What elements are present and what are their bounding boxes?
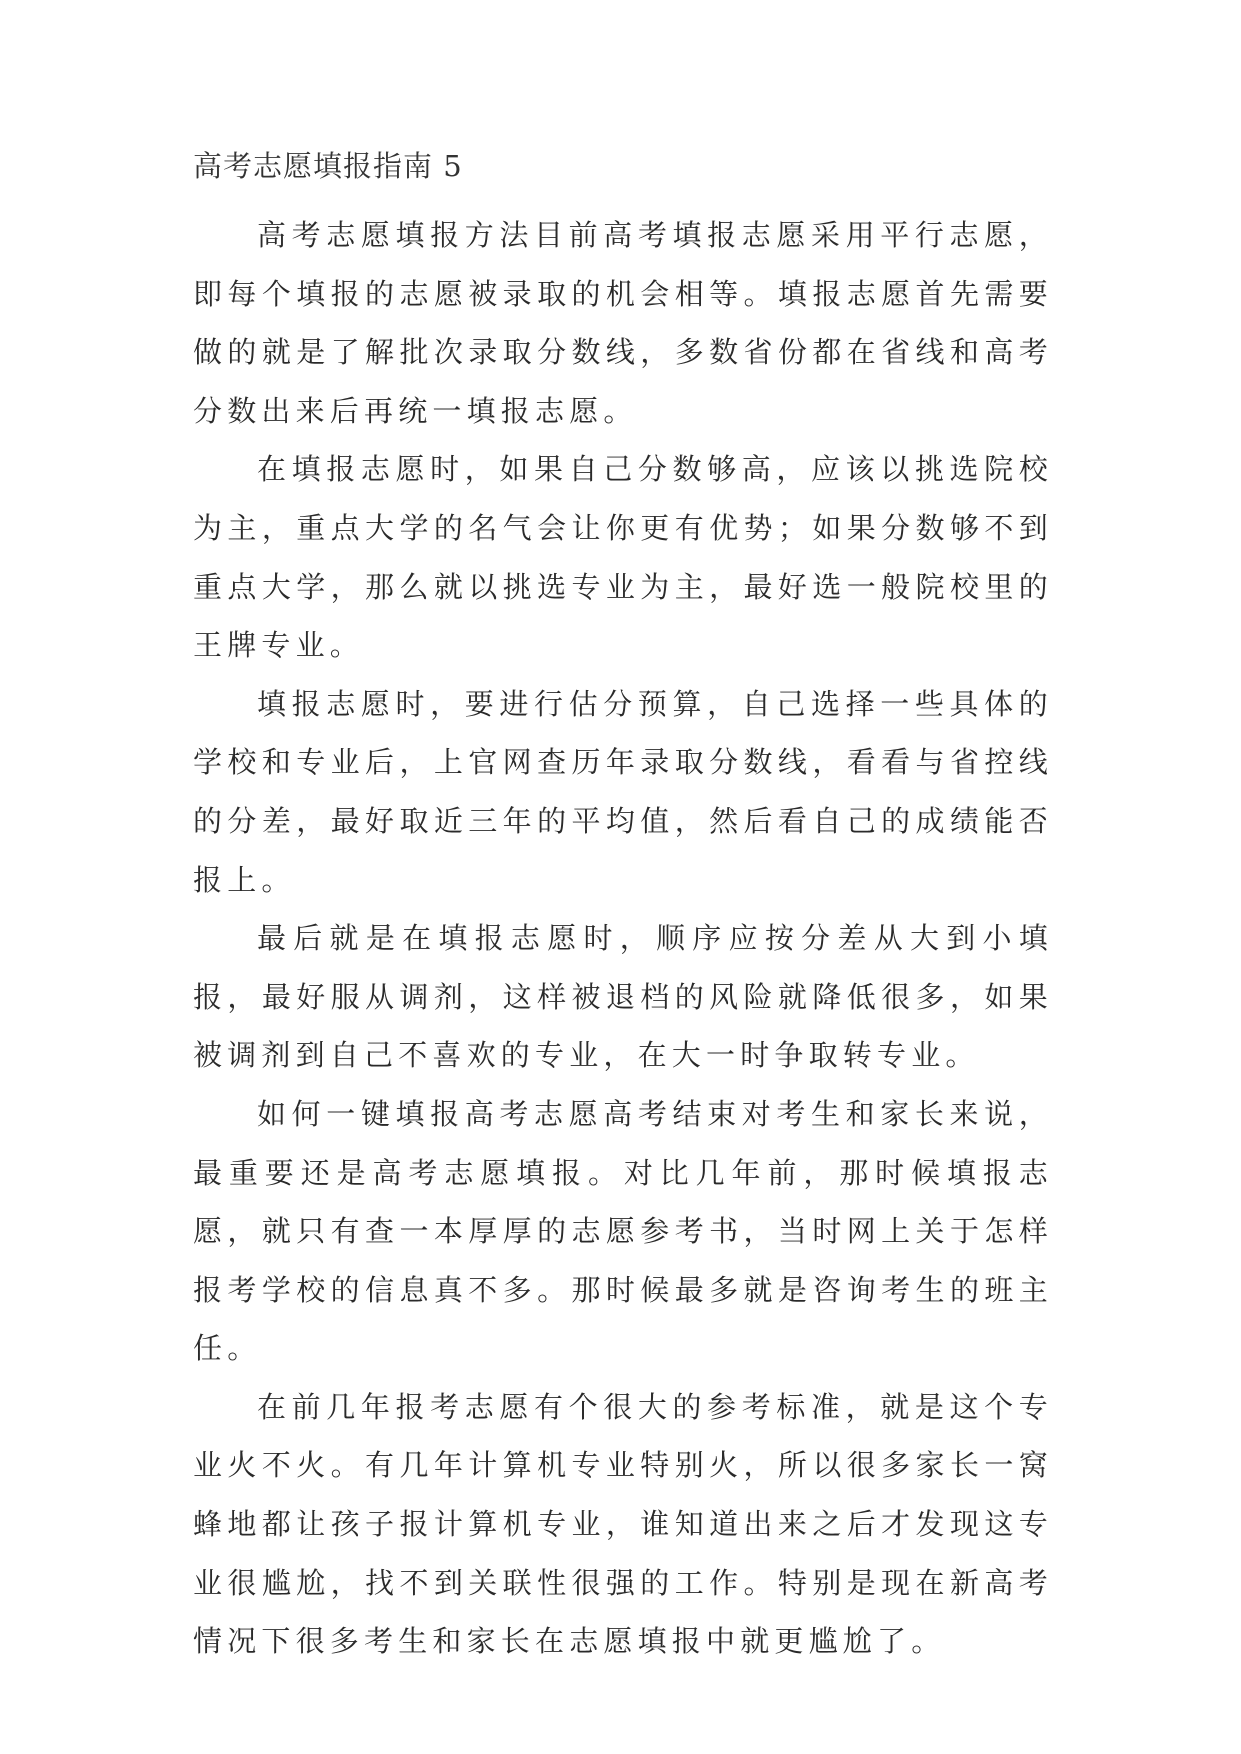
document-title: 高考志愿填报指南 5 bbox=[193, 149, 463, 183]
document-content bbox=[193, 148, 1053, 1671]
document-body bbox=[193, 206, 1053, 1671]
paragraph-5: 如何一键填报高考志愿高考结束对考生和家长来说，最重要还是高考志愿填报。对比几年前，那时候填报志愿，就只有查一本厚厚的志愿参考书，当时网上关于怎样报考学校的信息真不多。那时候最多就是咨询考生的班主任。 bbox=[193, 1096, 1053, 1366]
paragraph-1: 高考志愿填报方法目前高考填报志愿采用平行志愿，即每个填报的志愿被录取的机会相等。填报志愿首先需要做的就是了解批次录取分数线，多数省份都在省线和高考分数出来后再统一填报志愿。 bbox=[193, 218, 1053, 428]
paragraph-6: 在前几年报考志愿有个很大的参考标准，就是这个专业火不火。有几年计算机专业特别火，所以很多家长一窝蜂地都让孩子报计算机专业，谁知道出来之后才发现这专业很尴尬，找不到关联性很强的工作。特别是现在新高考情况下很多考生和家长在志愿填报中就更尴尬了。 bbox=[193, 1389, 1053, 1659]
paragraph-2: 在填报志愿时，如果自己分数够高，应该以挑选院校为主，重点大学的名气会让你更有优势；如果分数够不到重点大学，那么就以挑选专业为主，最好选一般院校里的王牌专业。 bbox=[193, 452, 1053, 663]
paragraph-3: 填报志愿时，要进行估分预算，自己选择一些具体的学校和专业后，上官网查历年录取分数线，看看与省控线的分差，最好取近三年的平均值，然后看自己的成绩能否报上。 bbox=[193, 686, 1053, 897]
paragraph-4: 最后就是在填报志愿时，顺序应按分差从大到小填报，最好服从调剂，这样被退档的风险就降低很多，如果被调剂到自己不喜欢的专业，在大一时争取转专业。 bbox=[193, 921, 1053, 1073]
